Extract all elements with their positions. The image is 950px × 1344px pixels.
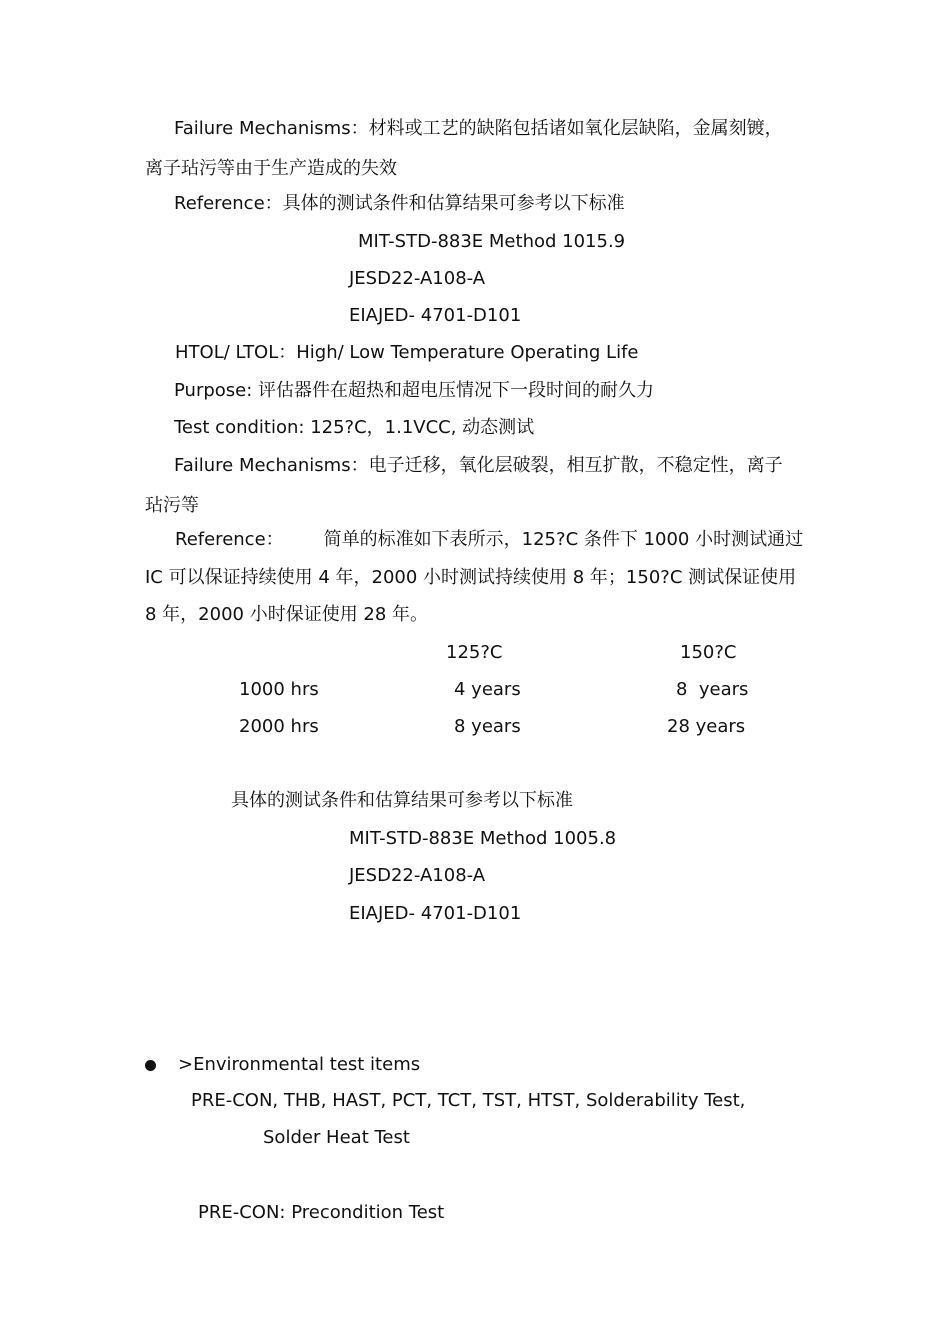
purpose-label: Purpose: [174,380,259,401]
reference-line [174,192,625,216]
test-condition-text: 125?C，1.1VCC, 动态测试 [310,417,535,438]
purpose-text: 评估器件在超热和超电压情况下一段时间的耐久力 [258,380,655,401]
htol-reference-line [175,528,803,552]
table-cell: 8 years [676,679,749,700]
htol-failure-mechanisms-continued: 玷污等 [145,495,199,516]
standard-item: EIAJED- 4701-D101 [349,305,522,326]
table-header-150c: 150?C [680,642,737,663]
htol-failure-mechanisms-text: 电子迁移，氧化层破裂，相互扩散，不稳定性，离子 [368,455,783,476]
table-row-label: 1000 hrs [239,679,319,700]
failure-mechanisms-label: Failure Mechanisms： [174,118,369,139]
table-cell: 8 years [454,716,521,737]
htol-reference-label: Reference： [175,529,284,550]
htol-reference-continued: 8 年，2000 小时保证使用 28 年。 [145,604,429,625]
standard-item: JESD22-A108-A [349,865,486,886]
htol-reference-text: 简单的标准如下表所示，125?C 条件下 1000 小时测试通过 [323,529,804,550]
htol-failure-mechanisms-line [174,454,783,478]
table-header-125c: 125?C [446,642,503,663]
standard-item: JESD22-A108-A [349,268,486,289]
failure-mechanisms-line [174,117,783,141]
reference-text: 具体的测试条件和估算结果可参考以下标准 [231,790,573,811]
precon-heading: PRE-CON: Precondition Test [198,1202,445,1223]
standard-item: MIT-STD-883E Method 1005.8 [349,828,617,849]
reference-text: 具体的测试条件和估算结果可参考以下标准 [282,193,625,214]
htol-reference-continued: IC 可以保证持续使用 4 年，2000 小时测试持续使用 8 年；150?C 测试保证使用 [145,567,797,588]
failure-mechanisms-text: 材料或工艺的缺陷包括诸如氧化层缺陷，金属刻镀， [368,118,783,139]
environmental-items: PRE-CON, THB, HAST, PCT, TCT, TST, HTST, Solderability Test, [191,1090,746,1111]
failure-mechanisms-continued: 离子玷污等由于生产造成的失效 [145,158,397,179]
htol-title [175,341,639,365]
table-cell: 4 years [454,679,521,700]
environmental-items-continued: Solder Heat Test [263,1127,410,1148]
bullet-icon [145,1060,156,1071]
htol-label: HTOL/ LTOL： [175,342,297,363]
table-row-label: 2000 hrs [239,716,319,737]
test-condition-line [174,416,534,440]
environmental-heading: >Environmental test items [178,1054,421,1075]
table-cell: 28 years [667,716,746,737]
htol-text: High/ Low Temperature Operating Life [296,342,639,363]
purpose-line [174,379,654,403]
standard-item: MIT-STD-883E Method 1015.9 [358,231,626,252]
standard-item: EIAJED- 4701-D101 [349,903,522,924]
htol-failure-mechanisms-label: Failure Mechanisms： [174,455,369,476]
test-condition-label: Test condition: [174,417,311,438]
reference-label: Reference： [174,193,283,214]
